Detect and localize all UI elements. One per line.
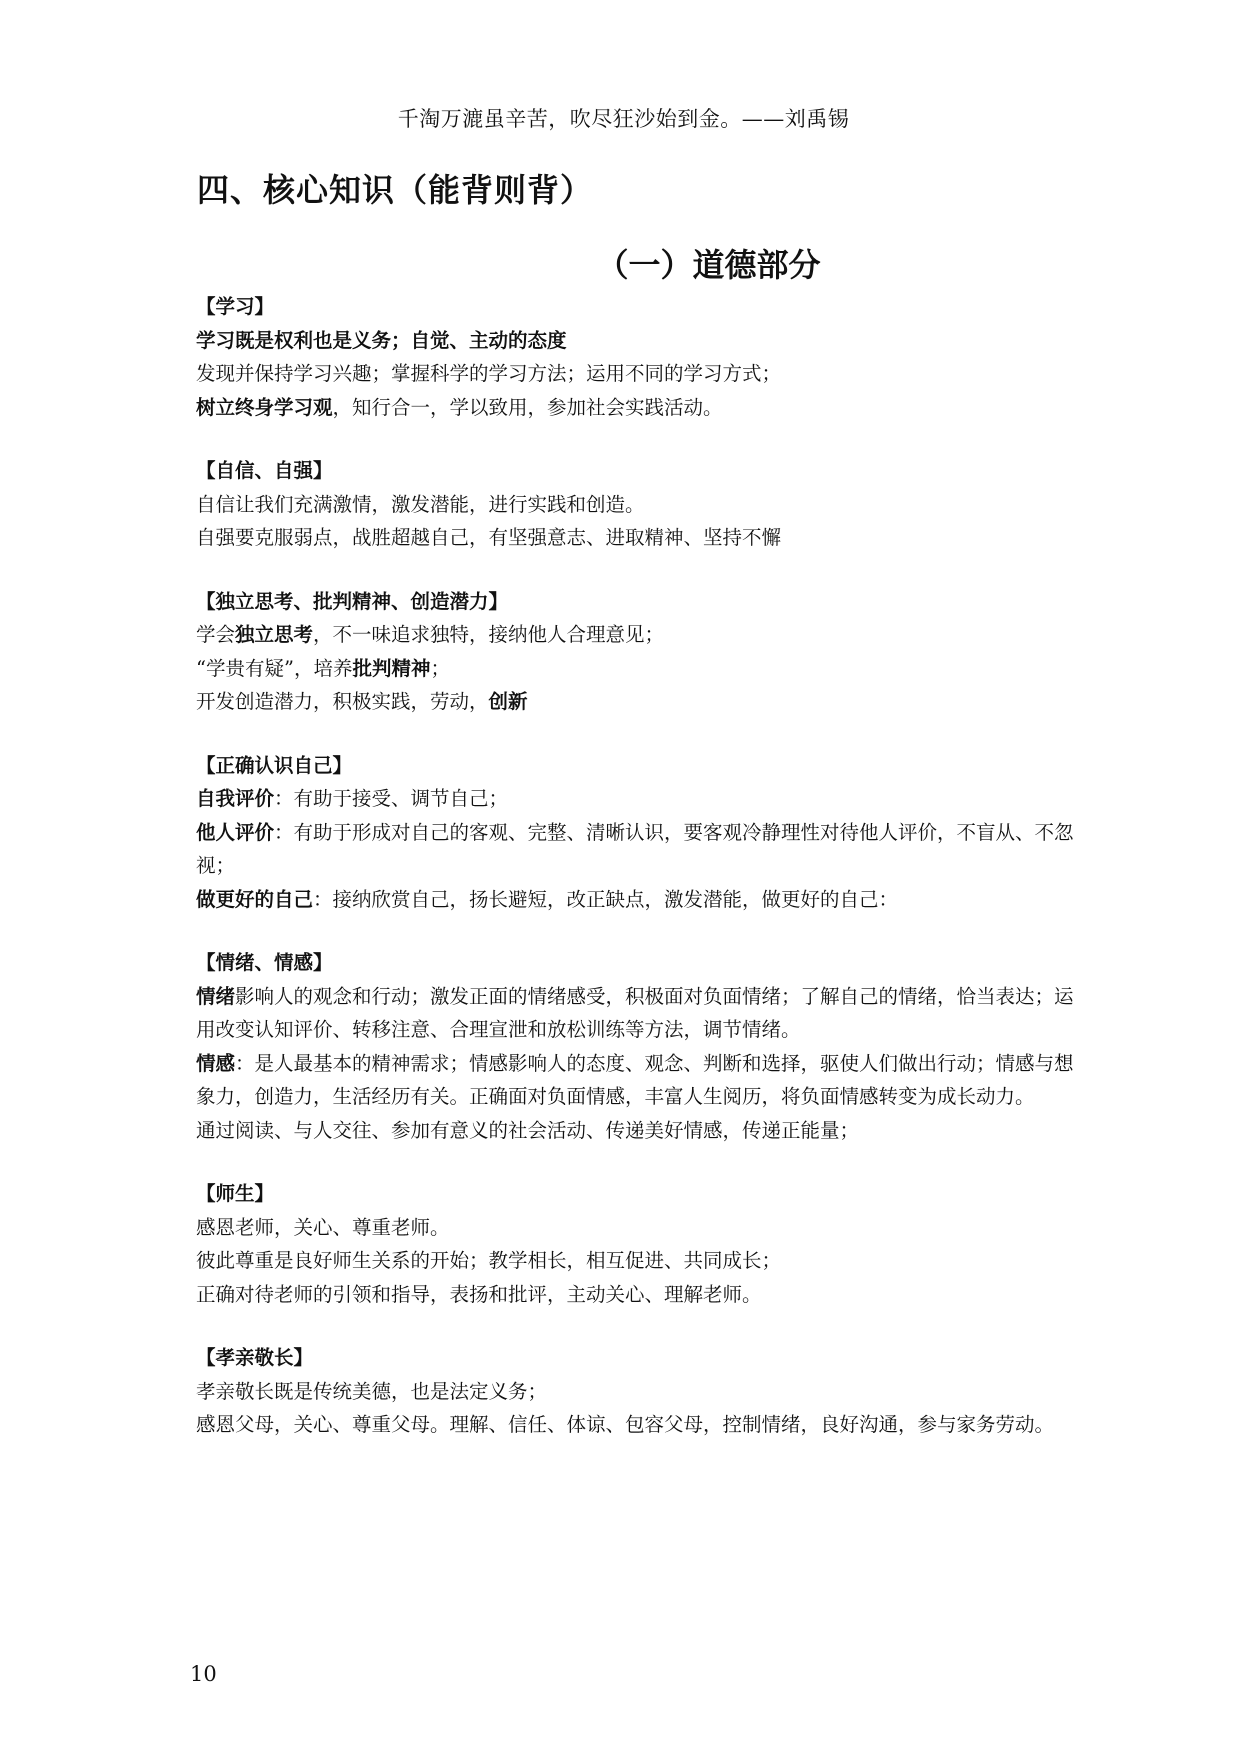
confidence-section xyxy=(196,454,1076,555)
filial-section xyxy=(196,1341,1076,1442)
teacher-section xyxy=(196,1177,1076,1311)
filial-line-1: 孝亲敬长既是传统美德，也是法定义务； xyxy=(196,1379,548,1403)
thinking-line-2-b: ； xyxy=(430,656,450,680)
thinking-line-3-bold: 创新 xyxy=(488,690,528,713)
thinking-line-1-b: ，不一味追求独特，接纳他人合理意见； xyxy=(313,623,665,646)
teacher-line-3: 正确对待老师的引领和指导，表扬和批评，主动关心、理解老师。 xyxy=(196,1282,762,1306)
section-title: 四、核心知识（能背则背） xyxy=(197,171,594,209)
sub-title: （一）道德部分 xyxy=(596,246,821,284)
thinking-line-2 xyxy=(196,652,1076,686)
thinking-line-3 xyxy=(196,685,1076,719)
teacher-heading: 【师生】 xyxy=(196,1182,275,1205)
thinking-line-1-a: 学会 xyxy=(196,623,236,646)
self-line-2 xyxy=(196,816,1076,883)
header-quote: 千淘万漉虽辛苦，吹尽狂沙始到金。——刘禹锡 xyxy=(397,107,850,131)
emotion-section xyxy=(196,946,1076,1147)
self-section xyxy=(196,749,1076,917)
teacher-line-2: 彼此尊重是良好师生关系的开始；教学相长，相互促进、共同成长； xyxy=(196,1249,782,1272)
emotion-line-2-rest: ：是人最基本的精神需求；情感影响人的态度、观念、判断和选择，驱使人们做出行动；情感与想象力，创造力，生活经历有关。正确面对负面情感，丰富人生阅历，将负面情感转变为成长动力。 xyxy=(196,1051,1074,1108)
study-line-3-bold: 树立终身学习观 xyxy=(196,395,333,419)
emotion-line-1 xyxy=(196,980,1076,1047)
emotion-line-1-bold: 情绪 xyxy=(196,984,236,1008)
self-line-2-rest: ：有助于形成对自己的客观、完整、清晰认识，要客观冷静理性对待他人评价，不盲从、不忽视； xyxy=(196,820,1074,877)
self-line-3-bold: 做更好的自己 xyxy=(196,887,314,911)
study-line-3-rest: ，知行合一，学以致用，参加社会实践活动。 xyxy=(332,395,723,419)
self-line-1-rest: ：有助于接受、调节自己； xyxy=(274,787,509,810)
confidence-line-1: 自信让我们充满激情，激发潜能，进行实践和创造。 xyxy=(196,492,645,516)
study-heading: 【学习】 xyxy=(196,295,275,318)
filial-line-2: 感恩父母，关心、尊重父母。理解、信任、体谅、包容父母，控制情绪，良好沟通，参与家务劳动。 xyxy=(196,1413,1055,1436)
emotion-heading: 【情绪、情感】 xyxy=(196,951,333,974)
thinking-line-1 xyxy=(196,618,1076,652)
emotion-line-2-bold: 情感 xyxy=(196,1051,236,1075)
thinking-section xyxy=(196,585,1076,719)
teacher-line-1: 感恩老师，关心、尊重老师。 xyxy=(196,1215,450,1239)
self-line-2-bold: 他人评价 xyxy=(196,820,275,844)
self-line-3-rest: ：接纳欣赏自己，扬长避短，改正缺点，激发潜能，做更好的自己： xyxy=(313,887,899,911)
thinking-line-1-bold: 独立思考 xyxy=(235,623,314,646)
self-line-1 xyxy=(196,782,1076,816)
content-body xyxy=(196,290,1076,1472)
thinking-line-2-bold: 批判精神 xyxy=(352,656,431,680)
thinking-line-2-a: “学贵有疑”，培养 xyxy=(196,656,353,680)
confidence-heading: 【自信、自强】 xyxy=(196,459,333,482)
filial-heading: 【孝亲敬长】 xyxy=(196,1346,314,1369)
self-heading: 【正确认识自己】 xyxy=(196,753,353,777)
emotion-line-2 xyxy=(196,1047,1076,1114)
study-line-3 xyxy=(196,391,1076,425)
study-line-1 xyxy=(196,324,1076,358)
emotion-line-3: 通过阅读、与人交往、参加有意义的社会活动、传递美好情感，传递正能量； xyxy=(196,1118,860,1142)
study-line-2: 发现并保持学习兴趣；掌握科学的学习方法；运用不同的学习方式； xyxy=(196,362,782,385)
thinking-heading: 【独立思考、批判精神、创造潜力】 xyxy=(196,589,509,613)
study-line-1-text: 学习既是权利也是义务；自觉、主动的态度 xyxy=(196,328,567,352)
self-line-1-bold: 自我评价 xyxy=(196,787,275,810)
study-section xyxy=(196,290,1076,424)
self-line-3 xyxy=(196,883,1076,917)
thinking-line-3-a: 开发创造潜力，积极实践，劳动， xyxy=(196,690,489,713)
emotion-line-1-rest: 影响人的观念和行动；激发正面的情绪感受，积极面对负面情绪；了解自己的情绪，恰当表达；运用改变认知评价、转移注意、合理宣泄和放松训练等方法，调节情绪。 xyxy=(196,984,1074,1041)
confidence-line-2: 自强要克服弱点，战胜超越自己，有坚强意志、进取精神、坚持不懈 xyxy=(196,526,782,549)
page-number: 10 xyxy=(190,1662,217,1686)
